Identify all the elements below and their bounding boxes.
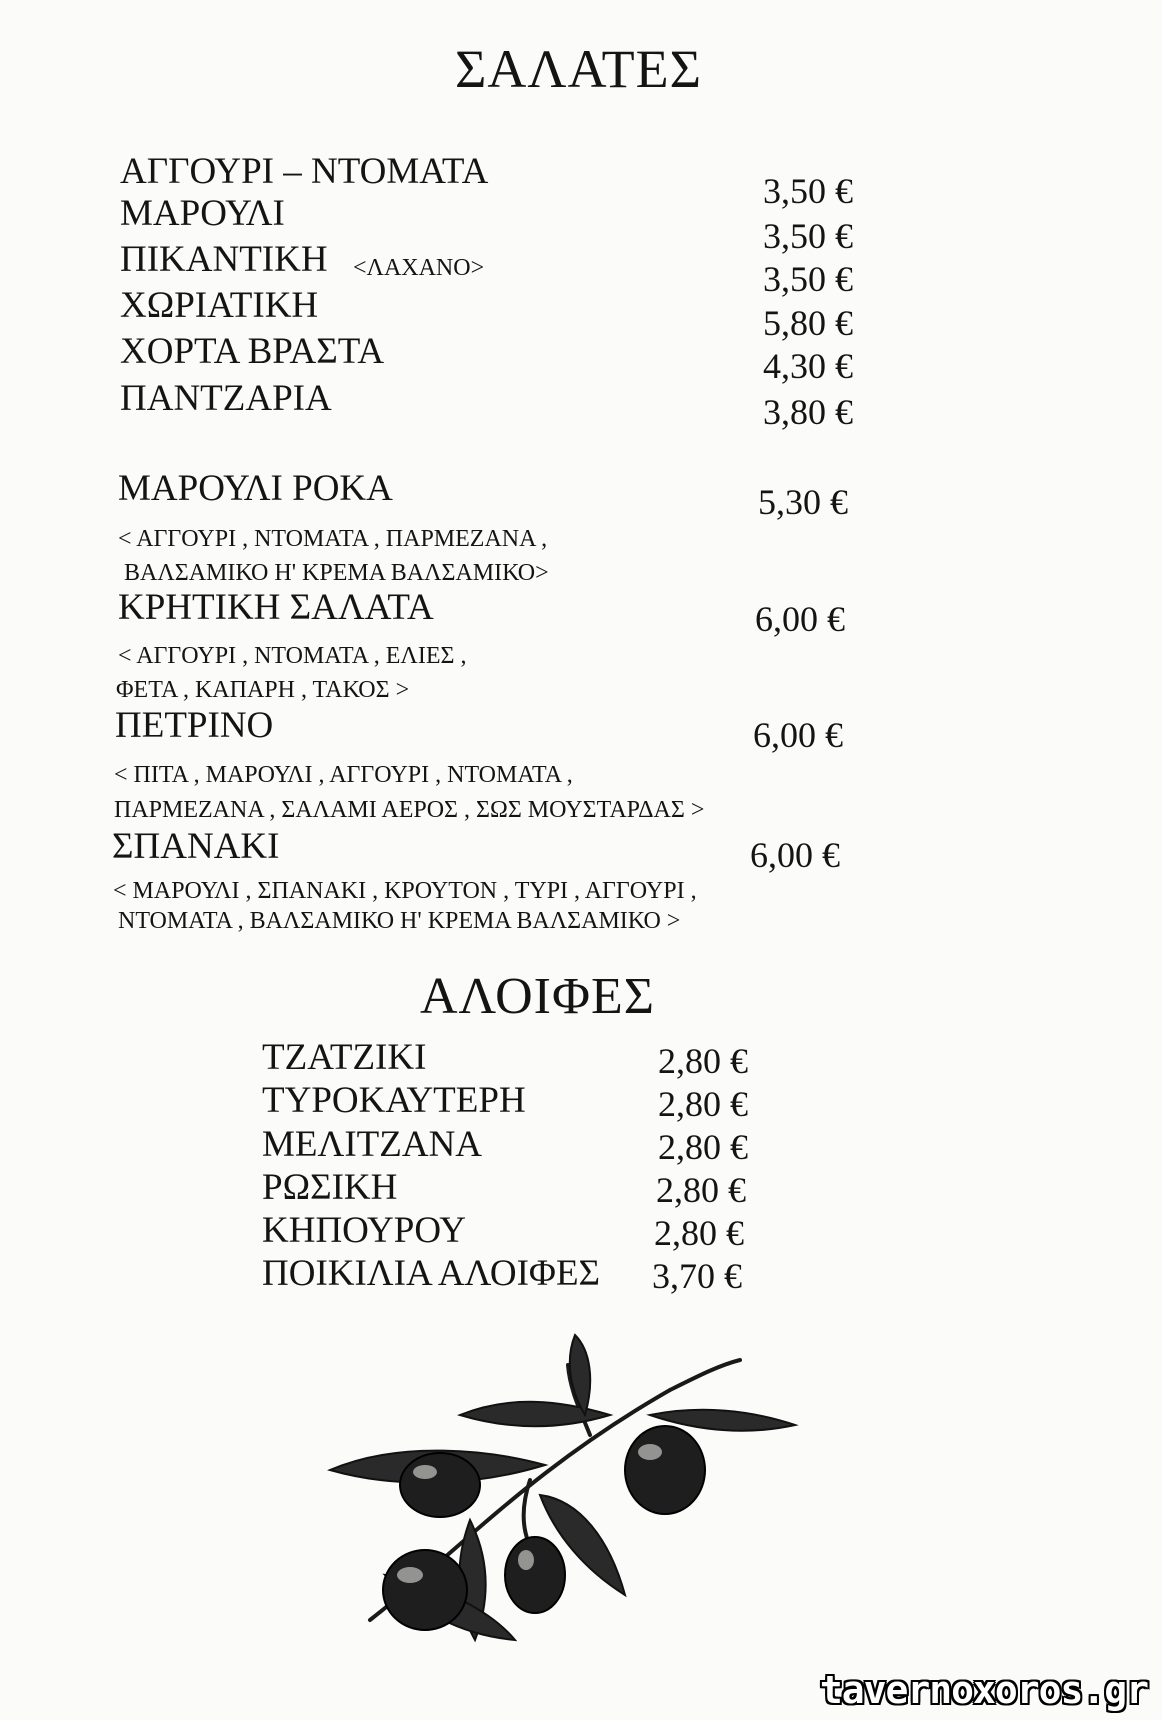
menu-item-name: ΧΟΡΤΑ ΒΡΑΣΤΑ: [120, 331, 385, 372]
menu-item-price: 3,50 €: [763, 171, 853, 211]
menu-item-price: 6,00 €: [753, 715, 843, 755]
menu-item-price: 2,80 €: [658, 1084, 748, 1124]
menu-item-price: 2,80 €: [658, 1041, 748, 1081]
menu-item-description: < ΑΓΓΟΥΡΙ , ΝΤΟΜΑΤΑ , ΕΛΙΕΣ ,: [118, 643, 467, 669]
menu-item-description: < ΜΑΡΟΥΛΙ , ΣΠΑΝΑΚΙ , ΚΡΟΥΤΟΝ , ΤΥΡΙ , ΑΓΓΟΥΡΙ ,: [113, 878, 697, 904]
salads-title: ΣΑΛΑΤΕΣ: [455, 39, 703, 99]
menu-item-name: ΠΟΙΚΙΛΙΑ ΑΛΟΙΦΕΣ: [262, 1253, 601, 1294]
menu-item-price: 3,50 €: [763, 216, 853, 256]
menu-item-price: 5,30 €: [758, 482, 848, 522]
menu-item-description: ΒΑΛΣΑΜΙΚΟ Η' ΚΡΕΜΑ ΒΑΛΣΑΜΙΚΟ>: [124, 560, 549, 586]
menu-item-name: ΡΩΣΙΚΗ: [262, 1167, 398, 1208]
menu-item-name: ΣΠΑΝΑΚΙ: [112, 826, 280, 867]
menu-item-price: 6,00 €: [755, 599, 845, 639]
menu-item-price: 4,30 €: [763, 346, 853, 386]
spreads-title: ΑΛΟΙΦΕΣ: [420, 968, 656, 1025]
menu-item-name: ΜΑΡΟΥΛΙ ΡΟΚΑ: [118, 468, 393, 509]
menu-item-name: ΧΩΡΙΑΤΙΚΗ: [120, 285, 319, 326]
menu-item-description: ΦΕΤΑ , ΚΑΠΑΡΗ , ΤΑΚΟΣ >: [116, 677, 410, 703]
menu-item-price: 2,80 €: [658, 1127, 748, 1167]
menu-item-price: 3,50 €: [763, 259, 853, 299]
menu-item-name: ΤΥΡΟΚΑΥΤΕΡΗ: [262, 1080, 526, 1121]
menu-item-description: ΝΤΟΜΑΤΑ , ΒΑΛΣΑΜΙΚΟ Η' ΚΡΕΜΑ ΒΑΛΣΑΜΙΚΟ >: [118, 908, 681, 934]
menu-item-name: ΑΓΓΟΥΡΙ – ΝΤΟΜΑΤΑ: [120, 151, 489, 192]
menu-item-name: ΚΗΠΟΥΡΟΥ: [262, 1210, 466, 1251]
menu-item-name: ΠΕΤΡΙΝΟ: [115, 705, 274, 746]
menu-item-price: 6,00 €: [750, 835, 840, 875]
menu-item-price: 3,70 €: [652, 1256, 742, 1296]
menu-item-name: ΤΖΑΤΖΙΚΙ: [262, 1037, 427, 1078]
menu-item-price: 2,80 €: [654, 1213, 744, 1253]
menu-item-price: 5,80 €: [763, 303, 853, 343]
menu-item-name: ΠΑΝΤΖΑΡΙΑ: [120, 378, 332, 419]
menu-item-name: ΚΡΗΤΙΚΗ ΣΑΛΑΤΑ: [118, 587, 434, 628]
menu-item-description: ΠΑΡΜΕΖΑΝΑ , ΣΑΛΑΜΙ ΑΕΡΟΣ , ΣΩΣ ΜΟΥΣΤΑΡΔΑΣ >: [114, 797, 705, 823]
menu-item-price: 2,80 €: [656, 1170, 746, 1210]
olive-branch-icon: [290, 1320, 810, 1680]
watermark-text: tavernoxoros.gr: [819, 1668, 1148, 1712]
menu-item-name: ΜΑΡΟΥΛΙ: [120, 193, 285, 234]
menu-item-description: < ΠΙΤΑ , ΜΑΡΟΥΛΙ , ΑΓΓΟΥΡΙ , ΝΤΟΜΑΤΑ ,: [114, 762, 573, 788]
menu-item-description: < ΑΓΓΟΥΡΙ , ΝΤΟΜΑΤΑ , ΠΑΡΜΕΖΑΝΑ ,: [118, 526, 548, 552]
menu-item-price: 3,80 €: [763, 392, 853, 432]
menu-item-name: ΜΕΛΙΤΖΑΝΑ: [262, 1124, 483, 1165]
menu-item-note: <ΛΑΧΑΝΟ>: [353, 255, 485, 281]
menu-item-name: ΠΙΚΑΝΤΙΚΗ: [120, 239, 328, 280]
